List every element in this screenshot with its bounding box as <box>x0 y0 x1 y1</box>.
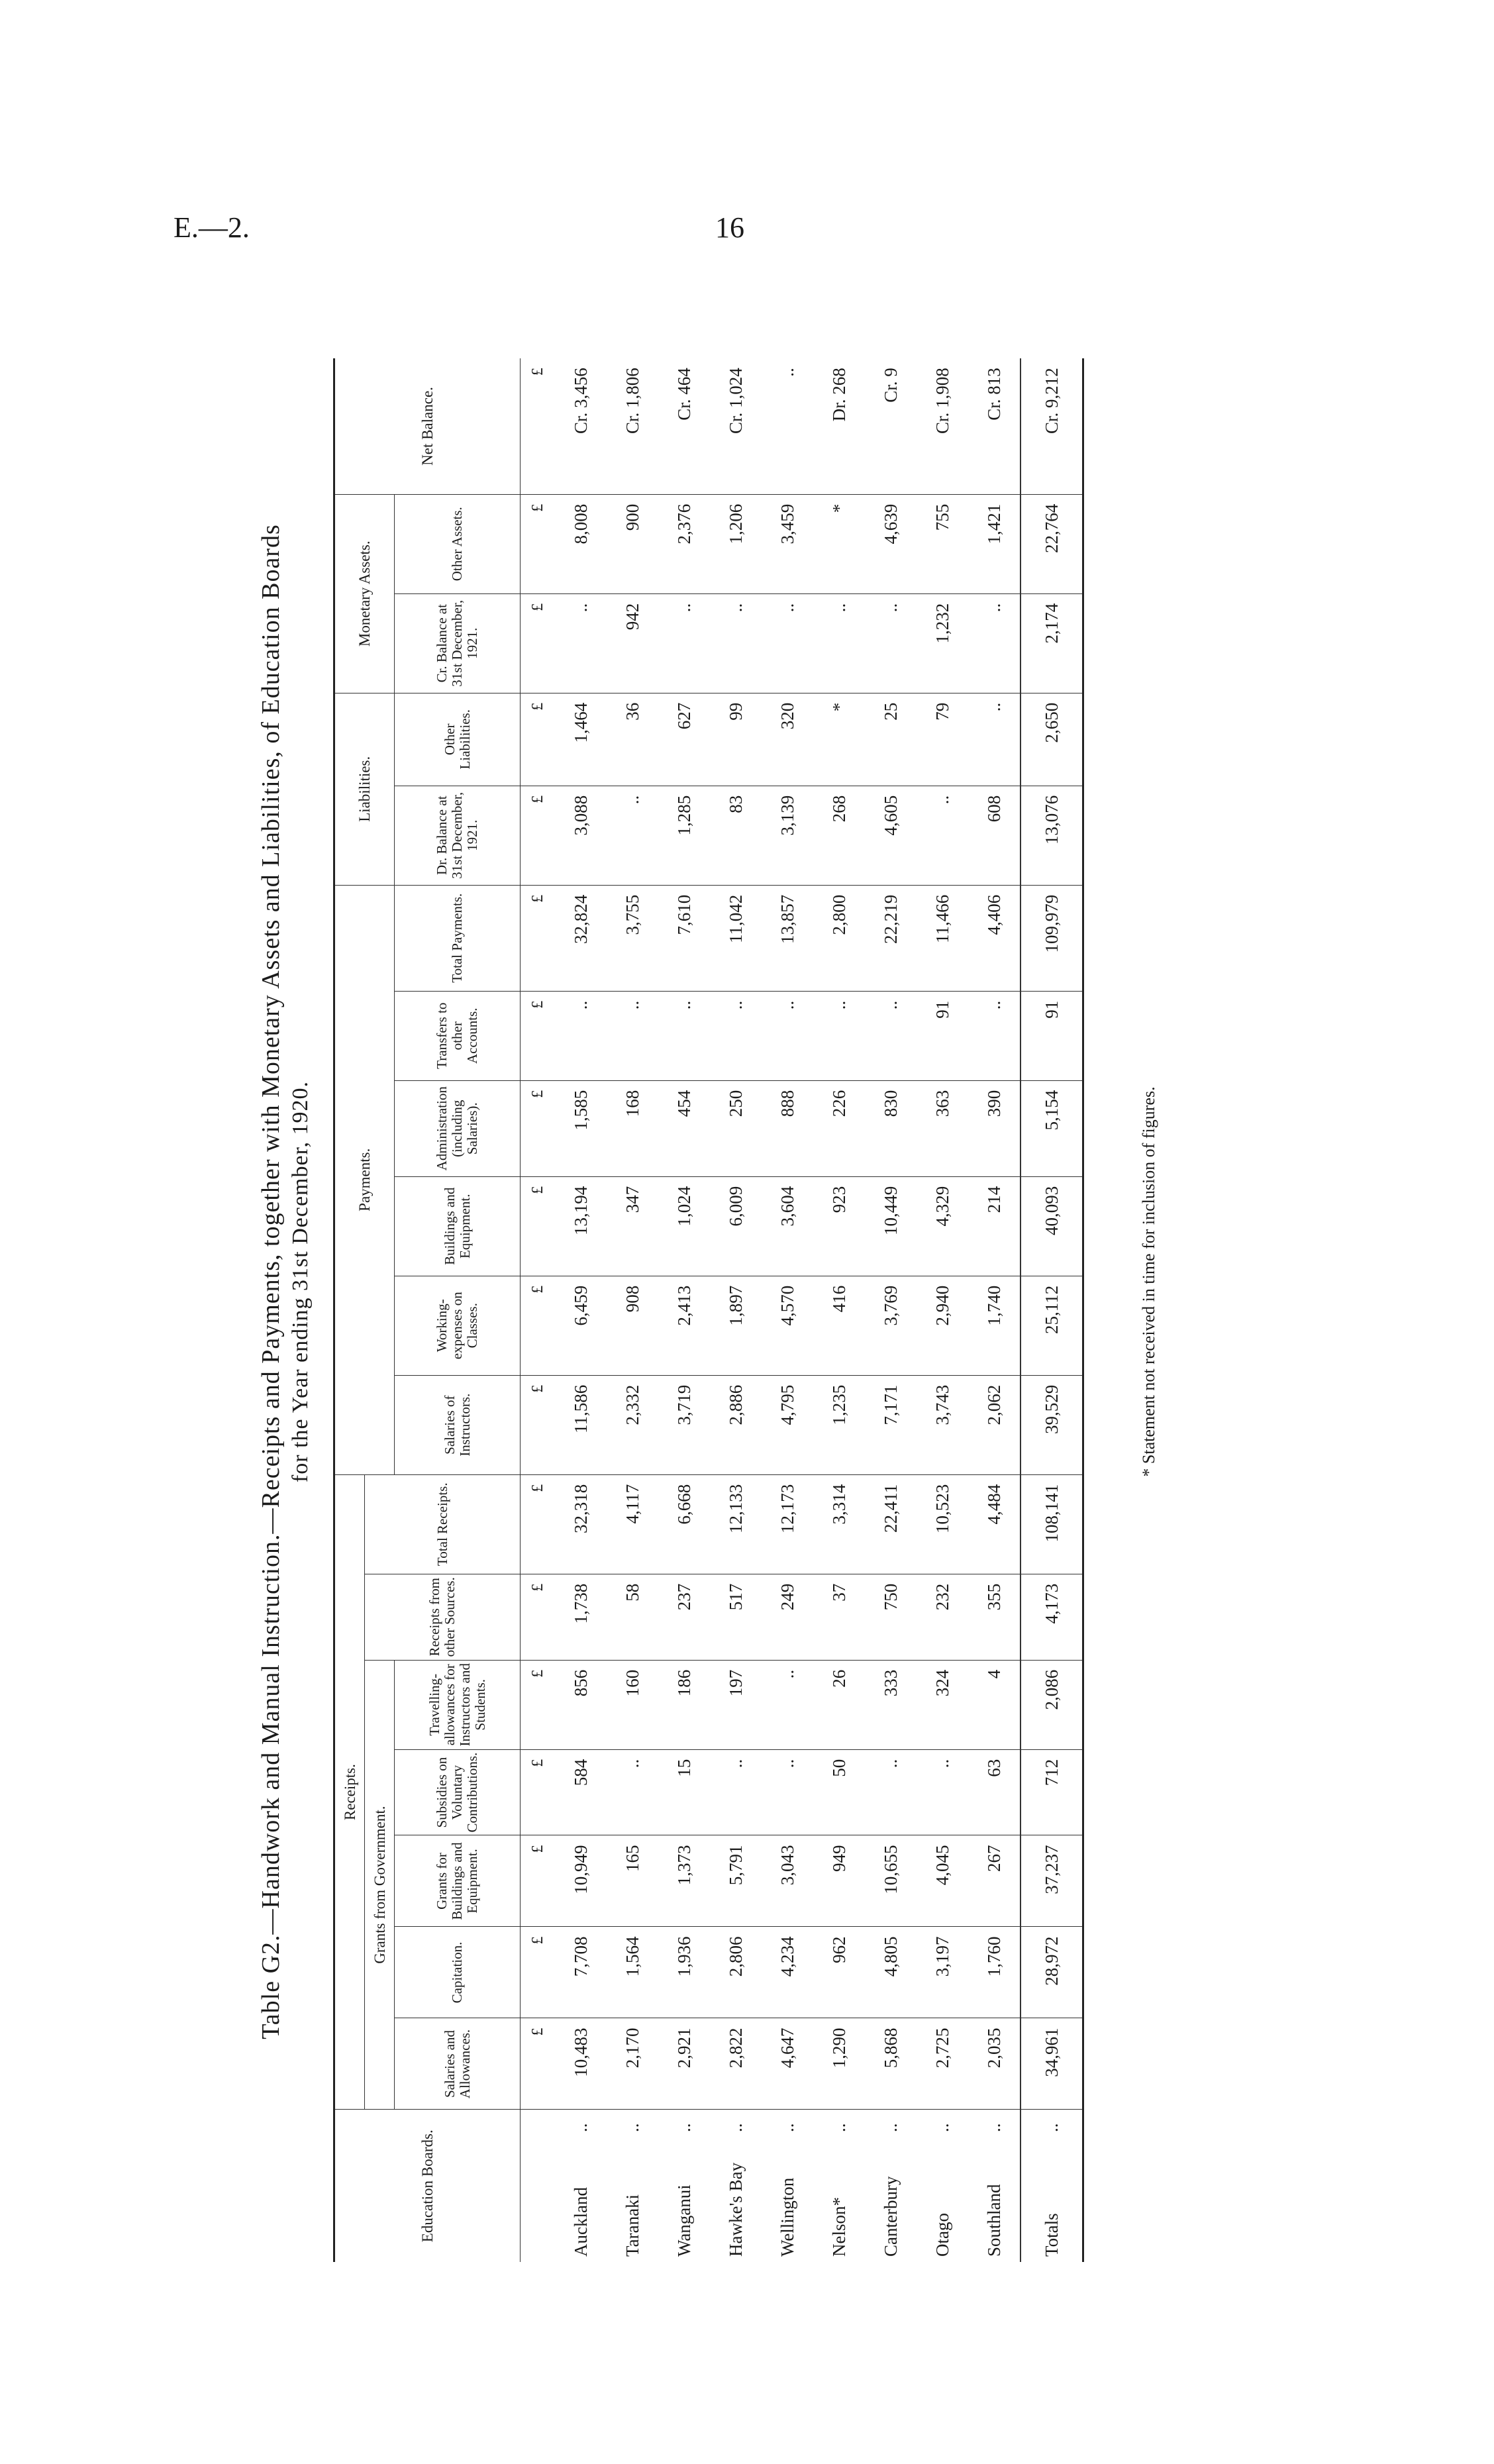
board-name: Canterbury <box>880 2176 901 2257</box>
value-cell: 4,647 <box>762 2018 813 2110</box>
value-cell: Cr. 464 <box>658 358 710 494</box>
value-cell: 1,740 <box>968 1276 1021 1375</box>
value-cell: 3,088 <box>555 786 607 885</box>
unit-cell: £ <box>521 1080 556 1176</box>
value-cell: 363 <box>917 1080 968 1176</box>
value-cell: 10,949 <box>555 1835 607 1927</box>
value-cell: 4,329 <box>917 1176 968 1276</box>
value-cell: 6,009 <box>710 1176 762 1276</box>
value-cell: .. <box>917 1749 968 1835</box>
col-total-payments: Total Payments. <box>395 885 521 991</box>
value-cell: 10,523 <box>917 1474 968 1574</box>
value-cell: 2,170 <box>607 2018 658 2110</box>
value-cell: .. <box>607 786 658 885</box>
value-cell: 2,035 <box>968 2018 1021 2110</box>
board-name: Wanganui <box>673 2184 694 2257</box>
value-cell: 2,940 <box>917 1276 968 1375</box>
value-cell: 4,605 <box>865 786 917 885</box>
value-cell: 25,112 <box>1021 1276 1083 1375</box>
value-cell: 4,639 <box>865 494 917 593</box>
value-cell: 4 <box>968 1660 1021 1749</box>
col-transfers: Transfers to other Accounts. <box>395 991 521 1080</box>
value-cell: Cr. 813 <box>968 358 1021 494</box>
value-cell: 168 <box>607 1080 658 1176</box>
group-grants-from-government: Grants from Government. <box>365 1660 395 2110</box>
value-cell: .. <box>762 593 813 693</box>
value-cell: .. <box>658 991 710 1080</box>
value-cell: 3,743 <box>917 1375 968 1474</box>
value-cell: 4,234 <box>762 1927 813 2018</box>
totals-row <box>1021 358 1083 2262</box>
value-cell: 63 <box>968 1749 1021 1835</box>
value-cell: 4,117 <box>607 1474 658 1574</box>
value-cell: 11,042 <box>710 885 762 991</box>
value-cell: 3,043 <box>762 1835 813 1927</box>
units-row <box>521 358 556 2262</box>
value-cell: * <box>813 693 865 786</box>
value-cell: Cr. 1,024 <box>710 358 762 494</box>
value-cell: .. <box>762 991 813 1080</box>
table-row <box>710 358 762 2262</box>
value-cell: 99 <box>710 693 762 786</box>
value-cell: 79 <box>917 693 968 786</box>
value-cell: 83 <box>710 786 762 885</box>
value-cell: 856 <box>555 1660 607 1749</box>
value-cell: 214 <box>968 1176 1021 1276</box>
value-cell: 1,421 <box>968 494 1021 593</box>
value-cell: 333 <box>865 1660 917 1749</box>
value-cell: 22,411 <box>865 1474 917 1574</box>
board-name-cell <box>865 2110 917 2262</box>
col-capitation: Capitation. <box>395 1927 521 2018</box>
value-cell: 1,897 <box>710 1276 762 1375</box>
col-subsidies: Subsidies on Voluntary Contributions. <box>395 1749 521 1835</box>
value-cell: 160 <box>607 1660 658 1749</box>
value-cell: 4,173 <box>1021 1574 1083 1660</box>
value-cell: .. <box>917 786 968 885</box>
group-monetary-assets: Monetary Assets. <box>334 494 395 693</box>
value-cell: 10,483 <box>555 2018 607 2110</box>
value-cell: .. <box>762 358 813 494</box>
table-row <box>813 358 865 2262</box>
value-cell: 2,332 <box>607 1375 658 1474</box>
table-title: Table G2.—Handwork and Manual Instruction.—Receipts and Payments, together with Monetary Assets and Liabilities, of Education Boards <box>257 524 285 2039</box>
table-row <box>865 358 917 2262</box>
board-name-cell <box>1021 2110 1083 2262</box>
value-cell: .. <box>813 991 865 1080</box>
leader-dots: .. <box>570 2123 591 2132</box>
leader-dots: .. <box>622 2123 642 2132</box>
col-salaries-instructors: Salaries of Instructors. <box>395 1375 521 1474</box>
value-cell: 50 <box>813 1749 865 1835</box>
value-cell: 1,235 <box>813 1375 865 1474</box>
unit-cell: £ <box>521 1749 556 1835</box>
unit-cell: £ <box>521 693 556 786</box>
value-cell: 2,800 <box>813 885 865 991</box>
unit-cell: £ <box>521 1660 556 1749</box>
value-cell: 2,376 <box>658 494 710 593</box>
value-cell: .. <box>762 1660 813 1749</box>
footnote: * Statement not received in time for inclusion of figures. <box>1139 1086 1158 1477</box>
value-cell: 517 <box>710 1574 762 1660</box>
table-subtitle: for the Year ending 31st December, 1920. <box>288 1080 313 1483</box>
value-cell: 108,141 <box>1021 1474 1083 1574</box>
value-cell: 908 <box>607 1276 658 1375</box>
value-cell: .. <box>865 1749 917 1835</box>
value-cell: Cr. 1,806 <box>607 358 658 494</box>
value-cell: 1,564 <box>607 1927 658 2018</box>
value-cell: 3,604 <box>762 1176 813 1276</box>
col-buildings-equipment: Buildings and Equipment. <box>395 1176 521 1276</box>
value-cell: Cr. 9,212 <box>1021 358 1083 494</box>
value-cell: 39,529 <box>1021 1375 1083 1474</box>
unit-cell: £ <box>521 1835 556 1927</box>
value-cell: 2,086 <box>1021 1660 1083 1749</box>
value-cell: 226 <box>813 1080 865 1176</box>
value-cell: 8,008 <box>555 494 607 593</box>
value-cell: 2,886 <box>710 1375 762 1474</box>
board-name-cell <box>968 2110 1021 2262</box>
value-cell: 22,764 <box>1021 494 1083 593</box>
value-cell: 197 <box>710 1660 762 1749</box>
value-cell: 1,738 <box>555 1574 607 1660</box>
table-body <box>521 358 1083 2262</box>
col-net-balance: Net Balance. <box>334 358 521 494</box>
table-row <box>762 358 813 2262</box>
board-name: Wellington <box>777 2177 797 2257</box>
value-cell: 3,755 <box>607 885 658 991</box>
value-cell: 268 <box>813 786 865 885</box>
value-cell: 32,318 <box>555 1474 607 1574</box>
value-cell: 324 <box>917 1660 968 1749</box>
value-cell: 949 <box>813 1835 865 1927</box>
unit-cell: £ <box>521 786 556 885</box>
board-name: Otago <box>932 2213 952 2257</box>
col-administration: Administration (including Salaries). <box>395 1080 521 1176</box>
value-cell: 22,219 <box>865 885 917 991</box>
value-cell: 109,979 <box>1021 885 1083 991</box>
board-name-cell <box>658 2110 710 2262</box>
value-cell: 10,655 <box>865 1835 917 1927</box>
value-cell: 923 <box>813 1176 865 1276</box>
value-cell: 11,466 <box>917 885 968 991</box>
col-dr-balance: Dr. Balance at 31st December, 1921. <box>395 786 521 885</box>
value-cell: 11,586 <box>555 1375 607 1474</box>
unit-cell: £ <box>521 2018 556 2110</box>
leader-dots: .. <box>983 2123 1004 2132</box>
leader-dots: .. <box>777 2123 797 2132</box>
value-cell: 32,824 <box>555 885 607 991</box>
value-cell: 4,570 <box>762 1276 813 1375</box>
value-cell: 1,936 <box>658 1927 710 2018</box>
value-cell: 165 <box>607 1835 658 1927</box>
value-cell: 3,197 <box>917 1927 968 2018</box>
value-cell: 4,045 <box>917 1835 968 1927</box>
value-cell: .. <box>865 991 917 1080</box>
board-name-cell <box>710 2110 762 2262</box>
leader-dots: .. <box>880 2123 901 2132</box>
col-travelling-allowances: Travelling-allowances for Instructors and Students. <box>395 1660 521 1749</box>
value-cell: 10,449 <box>865 1176 917 1276</box>
value-cell: 900 <box>607 494 658 593</box>
value-cell: 1,373 <box>658 1835 710 1927</box>
value-cell: .. <box>555 991 607 1080</box>
value-cell: 232 <box>917 1574 968 1660</box>
col-salaries-allowances: Salaries and Allowances. <box>395 2018 521 2110</box>
value-cell: 186 <box>658 1660 710 1749</box>
table-row <box>968 358 1021 2262</box>
value-cell: 390 <box>968 1080 1021 1176</box>
value-cell: 2,174 <box>1021 593 1083 693</box>
value-cell: 888 <box>762 1080 813 1176</box>
value-cell: 7,708 <box>555 1927 607 2018</box>
value-cell: 2,725 <box>917 2018 968 2110</box>
group-payments: Payments. <box>334 885 395 1474</box>
board-name: Taranaki <box>622 2194 642 2257</box>
value-cell: 454 <box>658 1080 710 1176</box>
value-cell: 712 <box>1021 1749 1083 1835</box>
leader-dots: .. <box>1041 2123 1062 2132</box>
unit-cell: £ <box>521 885 556 991</box>
board-name-cell <box>607 2110 658 2262</box>
value-cell: 26 <box>813 1660 865 1749</box>
value-cell: * <box>813 494 865 593</box>
value-cell: 942 <box>607 593 658 693</box>
value-cell: Cr. 1,908 <box>917 358 968 494</box>
unit-cell: £ <box>521 1176 556 1276</box>
value-cell: .. <box>607 1749 658 1835</box>
value-cell: 320 <box>762 693 813 786</box>
value-cell: 3,314 <box>813 1474 865 1574</box>
leader-dots: .. <box>932 2123 952 2132</box>
value-cell: .. <box>710 1749 762 1835</box>
value-cell: .. <box>710 991 762 1080</box>
value-cell: 7,171 <box>865 1375 917 1474</box>
value-cell: 1,024 <box>658 1176 710 1276</box>
value-cell: Cr. 9 <box>865 358 917 494</box>
value-cell: 962 <box>813 1927 865 2018</box>
board-name-cell <box>917 2110 968 2262</box>
value-cell: 2,650 <box>1021 693 1083 786</box>
value-cell: Dr. 268 <box>813 358 865 494</box>
leader-dots: .. <box>673 2123 694 2132</box>
value-cell: 750 <box>865 1574 917 1660</box>
table-row <box>607 358 658 2262</box>
value-cell: 2,413 <box>658 1276 710 1375</box>
board-name-cell <box>813 2110 865 2262</box>
table-row <box>555 358 607 2262</box>
value-cell: 15 <box>658 1749 710 1835</box>
value-cell: 13,857 <box>762 885 813 991</box>
value-cell: 830 <box>865 1080 917 1176</box>
board-name: Nelson* <box>828 2197 849 2257</box>
group-liabilities: Liabilities. <box>334 693 395 885</box>
unit-cell: £ <box>521 1474 556 1574</box>
value-cell: 355 <box>968 1574 1021 1660</box>
col-other-liabilities: Other Liabilities. <box>395 693 521 786</box>
leader-dots: .. <box>828 2123 849 2132</box>
value-cell: 37 <box>813 1574 865 1660</box>
value-cell: 58 <box>607 1574 658 1660</box>
value-cell: .. <box>865 593 917 693</box>
value-cell: 13,194 <box>555 1176 607 1276</box>
table-row <box>658 358 710 2262</box>
value-cell: 2,806 <box>710 1927 762 2018</box>
value-cell: 267 <box>968 1835 1021 1927</box>
unit-cell: £ <box>521 1276 556 1375</box>
unit-cell: £ <box>521 1574 556 1660</box>
value-cell: 1,464 <box>555 693 607 786</box>
value-cell: 584 <box>555 1749 607 1835</box>
col-other-assets: Other Assets. <box>395 494 521 593</box>
value-cell: 1,232 <box>917 593 968 693</box>
value-cell: 25 <box>865 693 917 786</box>
value-cell: .. <box>968 593 1021 693</box>
value-cell: 4,805 <box>865 1927 917 2018</box>
value-cell: 36 <box>607 693 658 786</box>
value-cell: 1,206 <box>710 494 762 593</box>
value-cell: 1,585 <box>555 1080 607 1176</box>
board-name: Hawke's Bay <box>725 2162 746 2257</box>
value-cell: 416 <box>813 1276 865 1375</box>
col-grants-buildings: Grants for Buildings and Equipment. <box>395 1835 521 1927</box>
value-cell: 4,406 <box>968 885 1021 991</box>
unit-cell: £ <box>521 358 556 494</box>
value-cell: 250 <box>710 1080 762 1176</box>
section-code: E.—2. <box>174 211 250 244</box>
value-cell: 755 <box>917 494 968 593</box>
unit-cell: £ <box>521 494 556 593</box>
value-cell: 237 <box>658 1574 710 1660</box>
value-cell: 3,769 <box>865 1276 917 1375</box>
value-cell: 91 <box>1021 991 1083 1080</box>
col-cr-balance: Cr. Balance at 31st December, 1921. <box>395 593 521 693</box>
value-cell: Cr. 3,456 <box>555 358 607 494</box>
unit-cell: £ <box>521 1375 556 1474</box>
unit-cell: £ <box>521 593 556 693</box>
value-cell: 6,459 <box>555 1276 607 1375</box>
group-receipts: Receipts. <box>334 1474 365 2110</box>
value-cell: 627 <box>658 693 710 786</box>
value-cell: 2,921 <box>658 2018 710 2110</box>
board-name: Southland <box>983 2184 1004 2257</box>
board-name-cell <box>555 2110 607 2262</box>
board-name: Auckland <box>570 2187 591 2257</box>
value-cell: 13,076 <box>1021 786 1083 885</box>
value-cell: 5,868 <box>865 2018 917 2110</box>
value-cell: .. <box>762 1749 813 1835</box>
value-cell: 91 <box>917 991 968 1080</box>
value-cell: 6,668 <box>658 1474 710 1574</box>
value-cell: 28,972 <box>1021 1927 1083 2018</box>
value-cell: 4,484 <box>968 1474 1021 1574</box>
board-name-cell <box>762 2110 813 2262</box>
value-cell: 12,133 <box>710 1474 762 1574</box>
value-cell: .. <box>607 991 658 1080</box>
rotated-table-block <box>255 282 1195 2282</box>
value-cell: 3,719 <box>658 1375 710 1474</box>
value-cell: 5,791 <box>710 1835 762 1927</box>
unit-cell: £ <box>521 991 556 1080</box>
value-cell: 1,285 <box>658 786 710 885</box>
value-cell: 1,760 <box>968 1927 1021 2018</box>
value-cell: 249 <box>762 1574 813 1660</box>
value-cell: 608 <box>968 786 1021 885</box>
value-cell: 5,154 <box>1021 1080 1083 1176</box>
value-cell: 7,610 <box>658 885 710 991</box>
value-cell: 40,093 <box>1021 1176 1083 1276</box>
col-receipts-other-sources: Receipts from other Sources. <box>365 1574 521 1660</box>
value-cell: 3,459 <box>762 494 813 593</box>
value-cell: 12,173 <box>762 1474 813 1574</box>
value-cell: 3,139 <box>762 786 813 885</box>
unit-cell: £ <box>521 1927 556 2018</box>
value-cell: 37,237 <box>1021 1835 1083 1927</box>
value-cell: .. <box>555 593 607 693</box>
financial-table <box>333 358 1084 2262</box>
value-cell: 2,062 <box>968 1375 1021 1474</box>
page-number: 16 <box>715 211 744 244</box>
col-working-expenses: Working-expenses on Classes. <box>395 1276 521 1375</box>
leader-dots: .. <box>725 2123 746 2132</box>
value-cell: .. <box>813 593 865 693</box>
board-name: Totals <box>1041 2213 1062 2257</box>
value-cell: 347 <box>607 1176 658 1276</box>
table-row <box>917 358 968 2262</box>
value-cell: 2,822 <box>710 2018 762 2110</box>
value-cell: .. <box>968 693 1021 786</box>
value-cell: .. <box>658 593 710 693</box>
value-cell: .. <box>968 991 1021 1080</box>
value-cell: 1,290 <box>813 2018 865 2110</box>
col-total-receipts: Total Receipts. <box>365 1474 521 1574</box>
value-cell: 34,961 <box>1021 2018 1083 2110</box>
col-education-boards: Education Boards. <box>334 2110 521 2262</box>
value-cell: 4,795 <box>762 1375 813 1474</box>
value-cell: .. <box>710 593 762 693</box>
units-board-cell <box>521 2110 556 2262</box>
